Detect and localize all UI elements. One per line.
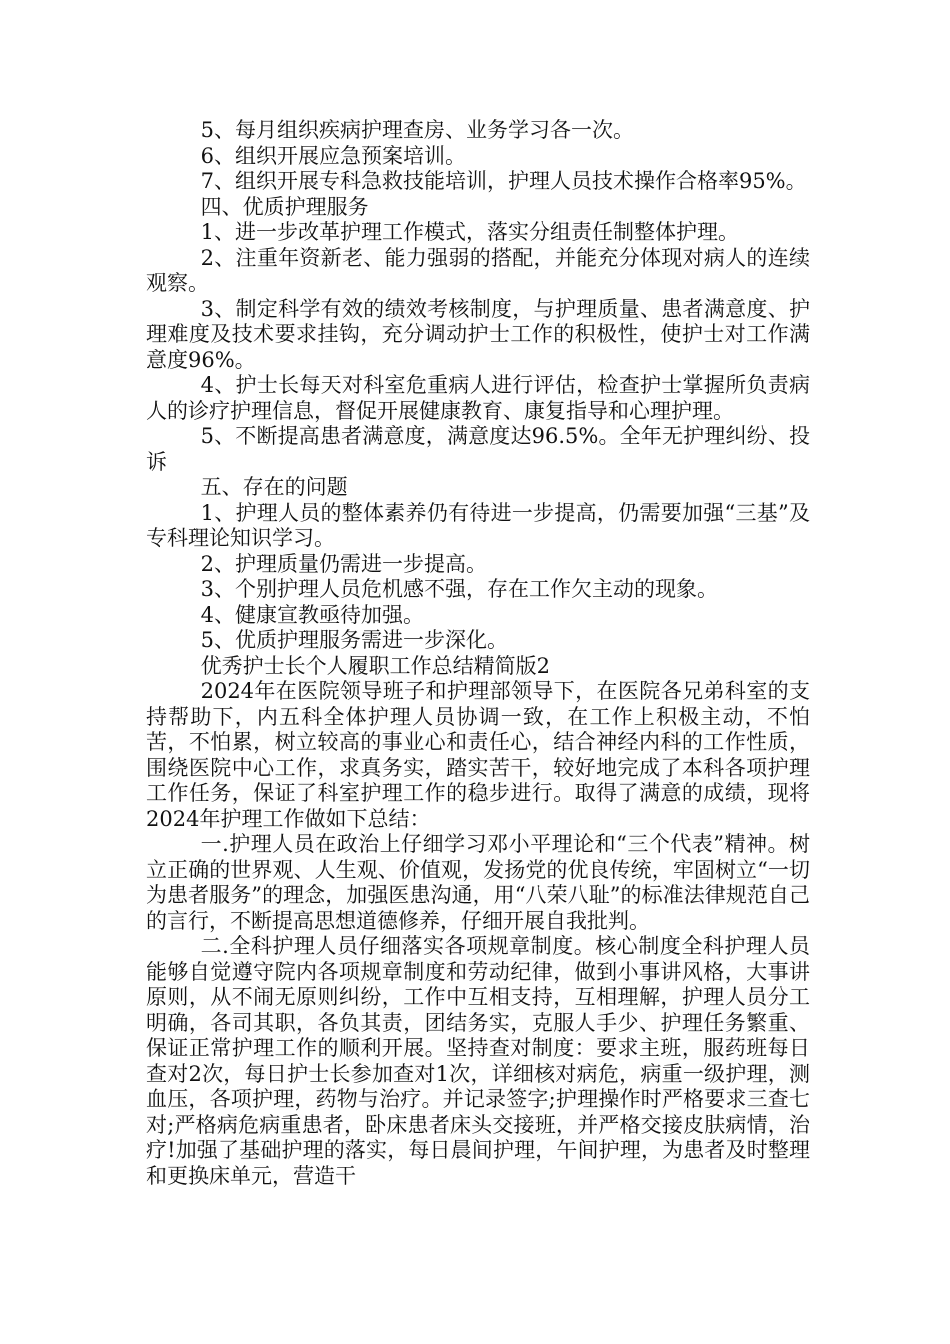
list-item: 4、护士长每天对科室危重病人进行评估，检查护士掌握所负责病人的诊疗护理信息，督促开展健康教育、康复指导和心理护理。 [146,373,810,423]
list-item: 1、护理人员的整体素养仍有待进一步提高，仍需要加强“三基”及专科理论知识学习。 [146,500,810,550]
list-item: 3、个别护理人员危机感不强，存在工作欠主动的现象。 [200,577,718,601]
body-paragraph: 2024年在医院领导班子和护理部领导下，在医院各兄弟科室的支持帮助下，内五科全体护理人员协调一致，在工作上积极主动，不怕苦，不怕累，树立较高的事业心和责任心，结合神经内科的工作性质，围绕医院中心工作，求真务实，踏实苦干，较好地完成了本科各项护理工作任务，保证了科室护理工作的稳步进行。取得了满意的成绩，现将2024年护理工作做如下总结： [146,679,810,831]
document-body [146,118,810,1189]
body-paragraph: 一.护理人员在政治上仔细学习邓小平理论和“三个代表”精神。树立正确的世界观、人生观、价值观，发扬党的优良传统，牢固树立“一切为患者服务”的理念，加强医患沟通，用“八荣八耻”的标准法律规范自己的言行，不断提高思想道德修养，仔细开展自我批判。 [146,832,810,933]
section-heading: 四、优质护理服务 [200,194,369,219]
list-item: 5、优质护理服务需进一步深化。 [200,628,508,652]
list-item: 2、护理质量仍需进一步提高。 [200,551,487,576]
document-title: 优秀护士长个人履职工作总结精简版2 [200,653,550,678]
list-item: 4、健康宣教亟待加强。 [200,602,424,627]
body-paragraph: 二.全科护理人员仔细落实各项规章制度。核心制度全科护理人员能够自觉遵守院内各项规章制度和劳动纪律，做到小事讲风格，大事讲原则，从不闹无原则纠纷，工作中互相支持，互相理解，护理人员分工明确，各司其职，各负其责，团结务实，克服人手少、护理任务繁重、保证正常护理工作的顺利开展。坚持查对制度：要求主班，服药班每日查对2次，每日护士长参加查对1次，详细核对病危，病重一级护理，测血压，各项护理，药物与治疗。并记录签字;护理操作时严格要求三查七对;严格病危病重患者，卧床患者床头交接班，并严格交接皮肤病情，治疗!加强了基础护理的落实，每日晨间护理，午间护理，为患者及时整理和更换床单元，营造干 [146,934,810,1188]
list-item: 2、注重年资新老、能力强弱的搭配，并能充分体现对病人的连续观察。 [146,245,810,295]
list-item: 5、不断提高患者满意度，满意度达96.5%。全年无护理纠纷、投诉 [146,424,810,474]
list-item: 7、组织开展专科急救技能培训，护理人员技术操作合格率95%。 [200,169,807,193]
list-item: 5、每月组织疾病护理查房、业务学习各一次。 [200,118,634,142]
list-item: 3、制定科学有效的绩效考核制度，与护理质量、患者满意度、护理难度及技术要求挂钩，充分调动护士工作的积极性，使护士对工作满意度96%。 [146,296,810,372]
list-item: 6、组织开展应急预案培训。 [200,143,466,168]
section-heading: 五、存在的问题 [200,475,348,499]
list-item: 1、进一步改革护理工作模式，落实分组责任制整体护理。 [200,220,739,244]
